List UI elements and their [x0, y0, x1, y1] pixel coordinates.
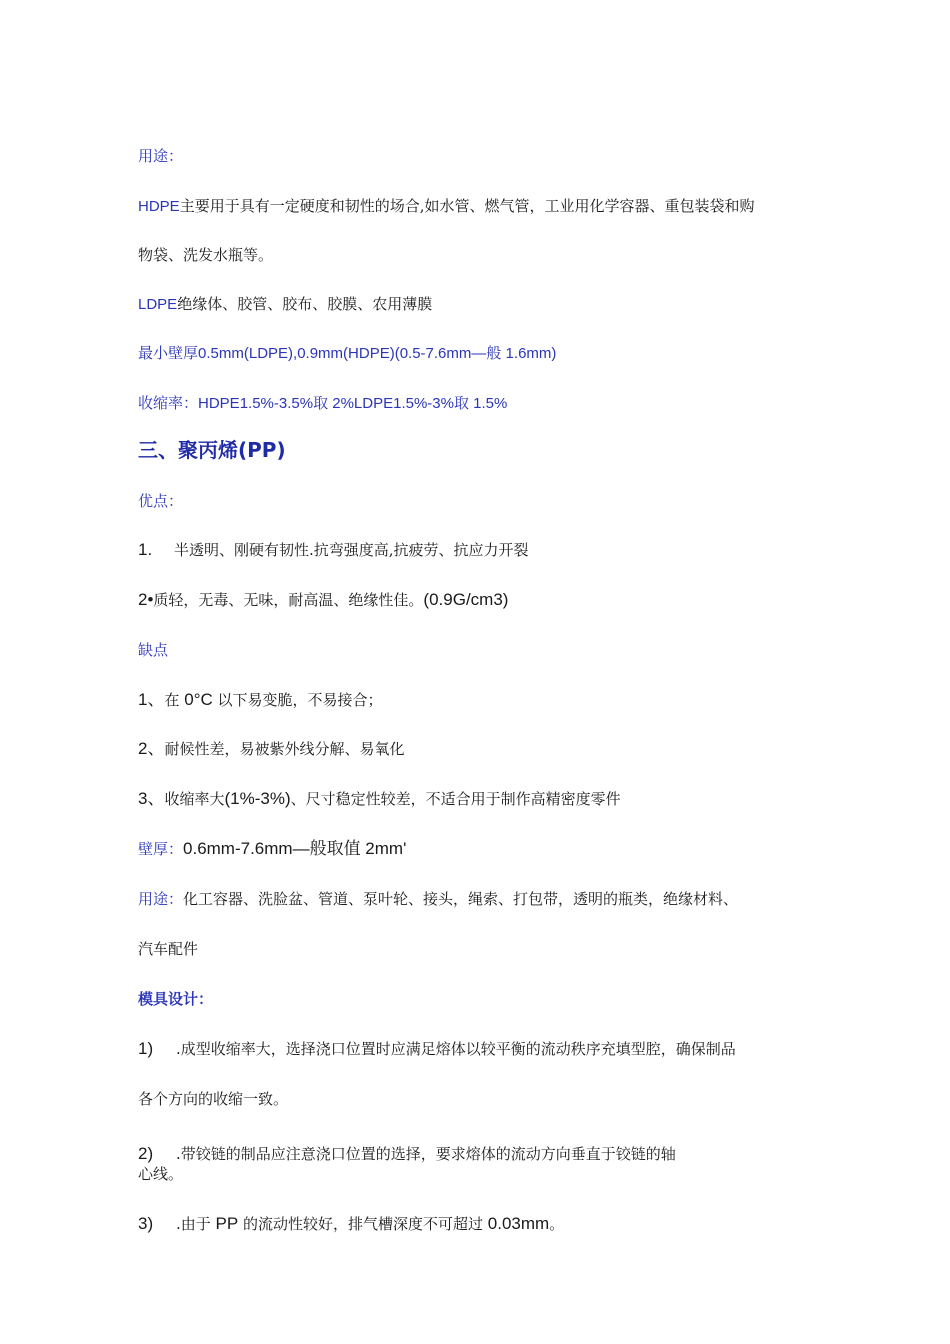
disadvantage-text: 耐候性差，易被紫外线分解、易氧化	[164, 740, 405, 758]
mold-number: 3)	[138, 1214, 154, 1233]
advantage-text: 半透明、刚硬有韧性.抗弯强度高,抗疲劳、抗应力开裂	[174, 541, 529, 559]
advantages-label: 优点：	[138, 492, 184, 510]
mold-item-3	[138, 1214, 564, 1234]
disadvantage-text: 以下易变脆，不易接合；	[212, 691, 383, 709]
disadvantage-number: 2、	[138, 739, 165, 758]
min-wall-value: 0.5mm(LDPE),0.9mm(HDPE)(0.5-7.6mm—般 1.6mm)	[198, 345, 557, 362]
wall-value: 0.6mm-7.6mm—般取值 2mm'	[183, 839, 407, 858]
mold-item-1-cont: 各个方向的收缩一致。	[138, 1090, 289, 1108]
disadvantage-item-1	[138, 690, 383, 710]
pp-usage-label: 用途：	[138, 890, 184, 908]
density-value: (0.9G/cm3)	[423, 590, 509, 609]
shrink-range: (1%-3%)	[224, 789, 291, 808]
mold-design-label: 模具设计：	[138, 990, 214, 1008]
mold-text: .带铰链的制品应注意浇口位置的选择，要求熔体的流动方向垂直于铰链的轴	[176, 1145, 676, 1163]
mold-text: 。	[549, 1215, 565, 1233]
mold-text: .成型收缩率大，选择浇口位置时应满足熔体以较平衡的流动秩序充填型腔，确保制品	[176, 1040, 736, 1058]
ldpe-usage-line	[138, 294, 432, 315]
disadvantage-item-3	[138, 789, 621, 809]
min-wall-line	[138, 343, 556, 364]
section-heading: 三、聚丙烯(PP)	[138, 438, 286, 462]
disadvantage-number: 1、	[138, 690, 165, 709]
mold-text: 的流动性较好，排气槽深度不可超过	[238, 1215, 488, 1233]
mold-item-1	[138, 1039, 736, 1059]
mold-item-2	[138, 1144, 676, 1164]
ldpe-prefix: LDPE	[138, 296, 178, 313]
usage-label: 用途：	[138, 147, 184, 165]
temperature-value: 0°C	[184, 690, 213, 709]
disadvantage-text: 在	[164, 691, 185, 709]
pp-usage-cont: 汽车配件	[138, 940, 199, 958]
advantage-number: 1.	[138, 540, 153, 559]
shrink-value: HDPE1.5%-3.5%取 2%LDPE1.5%-3%取 1.5%	[198, 395, 508, 412]
disadvantages-label: 缺点	[138, 641, 169, 659]
disadvantage-text: 收缩率大	[164, 790, 225, 808]
advantage-number: 2•	[138, 590, 154, 609]
vent-depth-value: 0.03mm	[487, 1214, 550, 1233]
shrink-label: 收缩率：	[138, 394, 199, 412]
wall-label: 壁厚：	[138, 840, 184, 858]
advantage-item-2	[138, 590, 508, 610]
hdpe-usage-cont: 物袋、洗发水瓶等。	[138, 246, 274, 264]
hdpe-usage-line	[138, 196, 754, 217]
min-wall-label: 最小壁厚	[138, 344, 199, 362]
mold-number: 2)	[138, 1144, 154, 1163]
pp-usage-line	[138, 889, 738, 909]
disadvantage-item-2	[138, 739, 404, 759]
mold-item-2-cont: 心线。	[138, 1165, 184, 1183]
advantage-text: 质轻，无毒、无味，耐高温、绝缘性佳。	[153, 591, 424, 609]
mold-number: 1)	[138, 1039, 154, 1058]
material-name: PP	[215, 1214, 239, 1233]
disadvantage-number: 3、	[138, 789, 165, 808]
hdpe-usage-text: 主要用于具有一定硬度和韧性的场合,如水管、燃气管，工业用化学容器、重包装袋和购	[179, 197, 755, 215]
pp-usage-text: 化工容器、洗脸盆、管道、泵叶轮、接头，绳索、打包带，透明的瓶类，绝缘材料、	[183, 890, 739, 908]
advantage-item-1	[138, 540, 529, 560]
disadvantage-text: 、尺寸稳定性较差，不适合用于制作高精密度零件	[290, 790, 621, 808]
hdpe-prefix: HDPE	[138, 198, 180, 215]
shrink-line	[138, 393, 507, 414]
mold-text: .由于	[176, 1215, 216, 1233]
ldpe-usage-text: 绝缘体、胶管、胶布、胶膜、农用薄膜	[177, 295, 433, 313]
wall-line	[138, 839, 406, 859]
